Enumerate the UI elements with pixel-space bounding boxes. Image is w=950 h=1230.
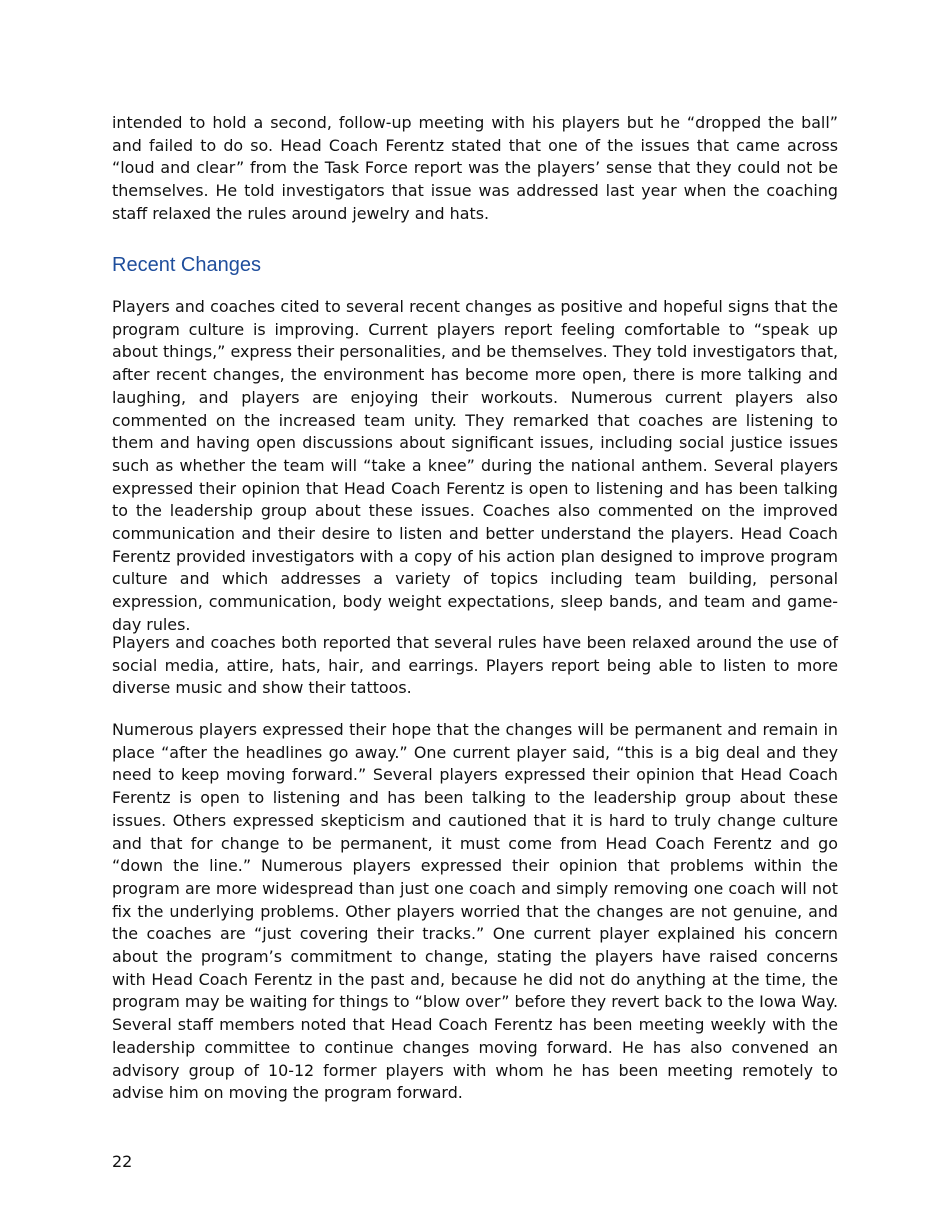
page-number: 22: [112, 1152, 133, 1171]
paragraph-recent-changes-2: Players and coaches both reported that several rules have been relaxed around the use of social media, attire, hats, hair, and earrings. Players report being able to listen to more diverse music and show their tattoos.: [112, 633, 838, 698]
paragraph-intro-continuation: intended to hold a second, follow-up meeting with his players but he “dropped the ball” and failed to do so. Head Coach Ferentz stated that one of the issues that came across “loud and clear” from the Task Force report was the players’ sense that they could not be themselves. He told investigators that issue was addressed last year when the coaching staff relaxed the rules around jewelry and hats.: [112, 113, 838, 223]
paragraph-recent-changes-1: Players and coaches cited to several recent changes as positive and hopeful signs that the program culture is improving. Current players report feeling comfortable to “speak up about things,” express their personalities, and be themselves. They told investigators that, after recent changes, the environment has become more open, there is more talking and laughing, and players are enjoying their workouts. Numerous current players also commented on the increased team unity. They remarked that coaches are listening to them and having open discussions about significant issues, including social justice issues such as whether the team will “take a knee” during the national anthem. Several players expressed their opinion that Head Coach Ferentz is open to listening and has been talking to the leadership group about these issues. Coaches also commented on the improved communication and their desire to listen and better understand the players. Head Coach Ferentz provided investigators with a copy of his action plan designed to improve program culture and which addresses a variety of topics including team building, personal expression, communication, body weight expectations, sleep bands, and team and game-day rules.: [112, 297, 838, 634]
section-heading-recent-changes: Recent Changes: [112, 254, 261, 276]
paragraph-recent-changes-3: Numerous players expressed their hope that the changes will be permanent and remain in place “after the headlines go away.” One current player said, “this is a big deal and they need to keep moving forward.” Several players expressed their opinion that Head Coach Ferentz is open to listening and has been talking to the leadership group about these issues. Others expressed skepticism and cautioned that it is hard to truly change culture and that for change to be permanent, it must come from Head Coach Ferentz and go “down the line.” Numerous players expressed their opinion that problems within the program are more widespread than just one coach and simply removing one coach will not fix the underlying problems. Other players worried that the changes are not genuine, and the coaches are “just covering their tracks.” One current player explained his concern about the program’s commitment to change, stating the players have raised concerns with Head Coach Ferentz in the past and, because he did not do anything at the time, the program may be waiting for things to “blow over” before they revert back to the Iowa Way. Several staff members noted that Head Coach Ferentz has been meeting weekly with the leadership committee to continue changes moving forward. He has also convened an advisory group of 10-12 former players with whom he has been meeting remotely to advise him on moving the program forward.: [112, 720, 838, 1103]
